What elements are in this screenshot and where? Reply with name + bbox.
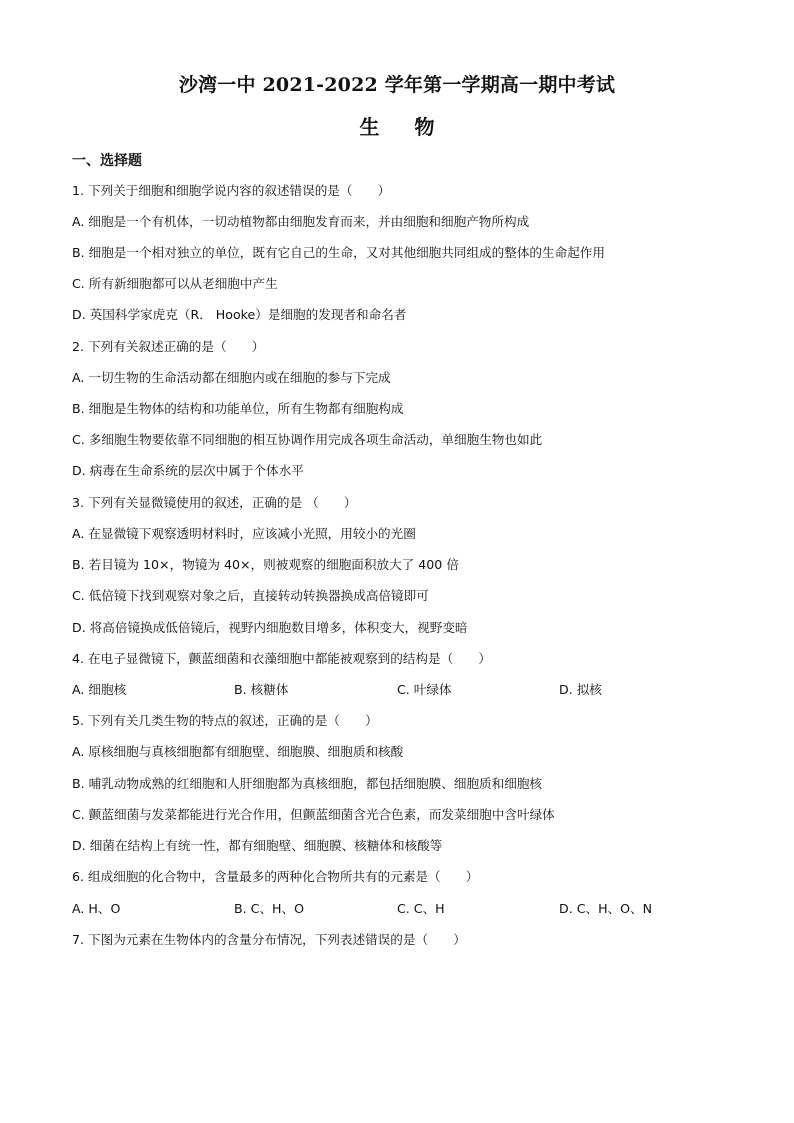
question-2-option-d: D. 病毒在生命系统的层次中属于个体水平: [72, 463, 304, 478]
question-2-option-c: C. 多细胞生物要依靠不同细胞的相互协调作用完成各项生命活动，单细胞生物也如此: [72, 432, 543, 447]
question-4-option-b: B. 核糖体: [234, 682, 289, 697]
question-6-option-b: B. C、H、O: [234, 901, 305, 916]
question-5-option-a: A. 原核细胞与真核细胞都有细胞壁、细胞膜、细胞质和核酸: [72, 744, 404, 759]
question-2-stem: 2. 下列有关叙述正确的是（ ）: [72, 339, 265, 354]
question-3-option-a: A. 在显微镜下观察透明材料时，应该减小光照，用较小的光圈: [72, 526, 416, 541]
exam-title: 沙湾一中 2021-2022 学年第一学期高一期中考试: [178, 74, 616, 96]
question-6-stem: 6. 组成细胞的化合物中，含量最多的两种化合物所共有的元素是（ ）: [72, 869, 479, 884]
question-2-option-a: A. 一切生物的生命活动都在细胞内或在细胞的参与下完成: [72, 370, 391, 385]
question-5-stem: 5. 下列有关几类生物的特点的叙述，正确的是（ ）: [72, 713, 378, 728]
question-5-option-c: C. 颤蓝细菌与发菜都能进行光合作用，但颤蓝细菌含光合色素，而发菜细胞中含叶绿体: [72, 807, 555, 822]
question-3-option-d: D. 将高倍镜换成低倍镜后，视野内细胞数目增多，体积变大，视野变暗: [72, 620, 468, 635]
question-1-option-a: A. 细胞是一个有机体，一切动植物都由细胞发育而来，并由细胞和细胞产物所构成: [72, 214, 530, 229]
question-3-option-b: B. 若目镜为 10×，物镜为 40×，则被观察的细胞面积放大了 400 倍: [72, 557, 459, 572]
question-1-stem: 1. 下列关于细胞和细胞学说内容的叙述错误的是（ ）: [72, 183, 391, 198]
question-6-option-a: A. H、O: [72, 901, 121, 916]
question-6-option-c: C. C、H: [397, 901, 445, 916]
question-4-option-c: C. 叶绿体: [397, 682, 452, 697]
question-5-option-d: D. 细菌在结构上有统一性，都有细胞壁、细胞膜、核糖体和核酸等: [72, 838, 443, 853]
question-1-option-c: C. 所有新细胞都可以从老细胞中产生: [72, 276, 278, 291]
question-3-stem: 3. 下列有关显微镜使用的叙述，正确的是 （ ）: [72, 495, 357, 510]
question-3-option-c: C. 低倍镜下找到观察对象之后，直接转动转换器换成高倍镜即可: [72, 588, 429, 603]
subject-title: 生 物: [359, 115, 449, 139]
question-4-option-d: D. 拟核: [559, 682, 602, 697]
question-1-option-d: D. 英国科学家虎克（R． Hooke）是细胞的发现者和命名者: [72, 307, 407, 322]
question-6-option-d: D. C、H、O、N: [559, 901, 653, 916]
question-1-option-b: B. 细胞是一个相对独立的单位，既有它自己的生命，又对其他细胞共同组成的整体的生命起作用: [72, 245, 605, 260]
question-4-option-a: A. 细胞核: [72, 682, 127, 697]
question-2-option-b: B. 细胞是生物体的结构和功能单位，所有生物都有细胞构成: [72, 401, 404, 416]
section-heading: 一、选择题: [72, 153, 142, 169]
question-7-stem: 7. 下图为元素在生物体内的含量分布情况，下列表述错误的是（ ）: [72, 932, 466, 947]
question-4-stem: 4. 在电子显微镜下，颤蓝细菌和衣藻细胞中都能被观察到的结构是（ ）: [72, 651, 492, 666]
question-5-option-b: B. 哺乳动物成熟的红细胞和人肝细胞都为真核细胞，都包括细胞膜、细胞质和细胞核: [72, 776, 543, 791]
